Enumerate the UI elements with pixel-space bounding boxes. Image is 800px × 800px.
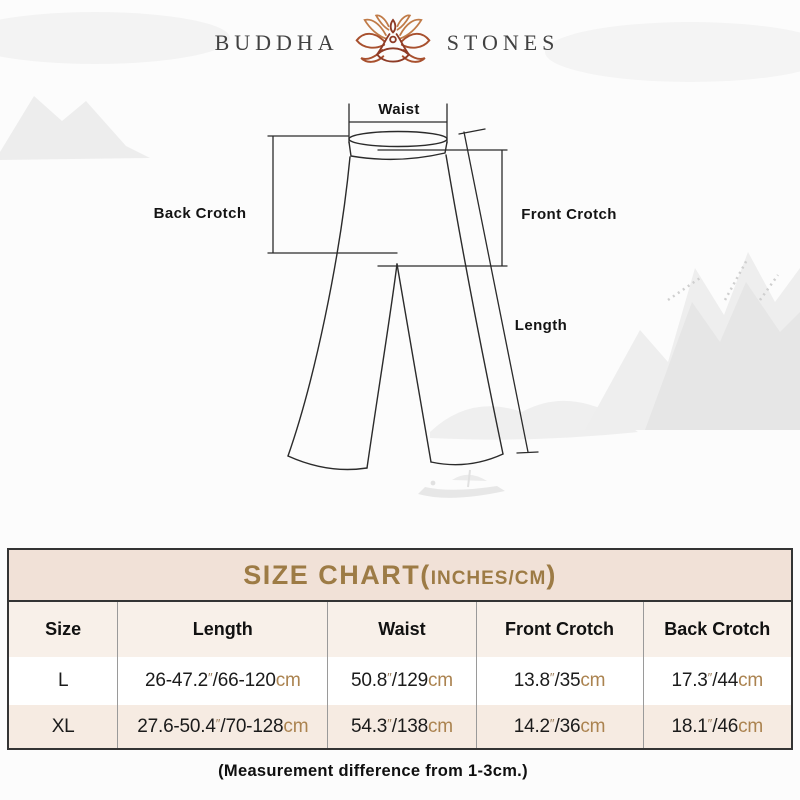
waist-value [328,705,476,749]
cm-unit: cm [427,670,453,691]
back-crotch-value [643,657,792,705]
separator: / [554,670,560,691]
cm-unit: cm [580,715,606,737]
inch-mark: ″ [387,715,392,731]
mountain-illustration [0,96,150,160]
waist-value [328,657,476,705]
column-header-back-crotch: Back Crotch [643,601,792,657]
value-cm: 129 [396,670,428,691]
front-crotch-value [476,705,643,749]
boat-illustration [418,470,505,498]
brand-name-left: BUDDHA [214,30,339,55]
value-inches: 27.6-50.4 [137,715,216,737]
value-cm: 36 [559,715,581,737]
title-main: SIZE CHART( [243,559,431,590]
value-inches: 17.3 [671,670,708,691]
inch-mark: ″ [215,715,221,731]
size-chart-title-row [8,549,792,601]
measurement-lines [268,104,538,453]
cm-unit: cm [580,670,606,691]
inch-mark: ″ [549,715,555,731]
length-value [118,657,328,705]
value-inches: 54.3 [350,715,388,737]
title-units: INCHES/CM [430,567,547,589]
back-crotch-measure-line [268,136,397,253]
lotus-meditation-icon [352,12,434,74]
value-cm: 70-128 [225,715,284,737]
background-art [0,12,800,498]
value-inches: 18.1 [671,715,708,737]
separator: / [554,715,560,737]
table-row-size-l [8,657,792,705]
value-cm: 66-120 [217,670,276,691]
value-inches: 50.8 [350,670,388,691]
column-header-size: Size [8,601,118,657]
measurement-note: (Measurement difference from 1-3cm.) [218,762,528,780]
inch-mark: ″ [707,670,713,685]
separator: / [220,715,226,737]
value-cm: 35 [559,670,581,691]
left-hem [288,456,367,470]
value-cm: 44 [717,670,739,691]
separator: / [391,715,397,737]
back-crotch-label: Back Crotch [153,205,247,222]
value-inches: 14.2 [513,715,550,737]
size-chart-section [7,548,793,750]
inch-mark: ″ [707,715,713,731]
brand-name-right: STONES [446,30,560,55]
length-value [118,705,328,749]
value-inches: 13.8 [513,670,550,691]
table-row-size-xl [8,705,792,749]
value-inches: 26-47.2 [144,670,209,691]
right-hem [431,454,503,465]
value-cm: 138 [396,715,428,737]
size-value: XL [8,705,118,749]
separator: / [712,715,718,737]
column-header-length: Length [118,601,328,657]
waist-label: Waist [378,101,420,118]
separator: / [212,670,218,691]
inch-mark: ″ [387,670,392,685]
size-chart-table [7,548,793,750]
front-crotch-value [476,657,643,705]
title-close: ) [546,559,557,590]
right-inner-leg [397,264,431,462]
cm-unit: cm [427,715,453,737]
column-header-waist: Waist [328,601,476,657]
column-header-row [8,601,792,657]
left-inner-leg [367,264,397,468]
length-label: Length [514,317,568,334]
separator: / [712,670,718,691]
cm-unit: cm [275,670,301,691]
size-value: L [8,657,118,705]
front-crotch-label: Front Crotch [521,206,617,223]
waistband [349,132,447,147]
separator: / [391,670,397,691]
cm-unit: cm [738,715,764,737]
size-chart-title [8,549,792,601]
brand-logo [0,10,787,76]
cm-unit: cm [738,670,764,691]
inch-mark: ″ [549,670,555,685]
column-header-front-crotch: Front Crotch [476,601,643,657]
value-cm: 46 [717,715,739,737]
inch-mark: ″ [208,670,213,685]
cm-unit: cm [283,715,309,737]
back-crotch-value [643,705,792,749]
left-leg [288,157,350,456]
